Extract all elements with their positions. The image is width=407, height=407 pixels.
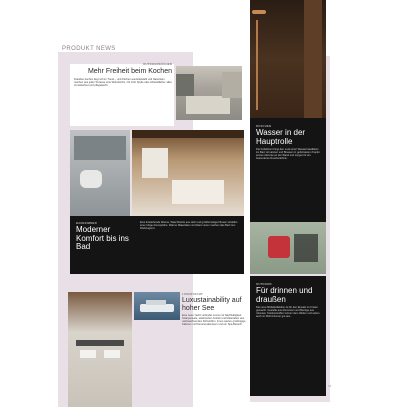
yacht-exterior-photo <box>134 292 180 320</box>
outdoor-kicker: OUTDOOR <box>256 282 272 286</box>
bath-title: Moderner Komfort bis ins Bad <box>76 225 129 251</box>
kitchen-title: Mehr Freiheit beim Kochen <box>87 68 172 75</box>
bath-kicker: BADEZIMMER <box>76 221 97 225</box>
yacht-title: Luxustainability auf hoher See <box>182 297 242 312</box>
outdoor-body: Die neue Möbelkollektion ist für den Einsatz im Freien gemacht. Gestelle aus Aluminium und Bezüge aus robusten Outdoorstoffen trotzen dem Wetter und sehen auch im Wohnzimmer gut aus. <box>256 306 320 319</box>
page-number: 51 <box>328 384 332 388</box>
yacht-interior-photo <box>68 292 132 407</box>
article-shower <box>250 118 326 222</box>
section-header: PRODUKT NEWS <box>62 46 116 52</box>
bath-body: Eine freistehende Wanne, Waschtische aus Holz und großformatige Fliesen schaffen eine ruhige Atmosphäre. Warme Materialien und klare Linien machen das Bad zum Rückzugsort. <box>140 221 238 231</box>
article-outdoor <box>250 276 326 396</box>
article-kitchen <box>70 64 174 126</box>
shower-photo <box>250 0 326 118</box>
outdoor-title: Für drinnen und draußen <box>256 286 313 304</box>
kitchen-kicker: OUTDOORKÜCHEN <box>143 62 172 66</box>
kitchen-body: Draußen kochen liegt voll im Trend – und Küchen aus Edelstahl und Naturstein machen aus jeder Terrasse eine Wohnküche. Ob Grill, Spüle oder Arbeitsfläche: alles ist wetterfest und pflegeleicht. <box>74 78 172 88</box>
bath-photo-right <box>132 130 244 216</box>
yacht-kicker: LUXUSYACHT <box>182 292 203 296</box>
bath-photo-left <box>70 130 130 216</box>
article-bath <box>70 216 244 274</box>
magazine-page <box>58 0 334 407</box>
yacht-body: Eine neue Yacht verbindet Luxus mit Nachhaltigkeit: Solarpaneele, elektrischer Antrieb und Materialien aus nachwachsenden Rohstoffen. Innen warten großzügige Kabinen mit Panoramafenstern und ein Spa-Bereich. <box>182 314 246 327</box>
shower-kicker: DUSCHEN <box>256 124 272 128</box>
shower-body: Die Kollektion bringt den Look einer Wasserinstallation ins Bad. Armaturen und Brausen in gebürstetem Kupfer setzen Akzente an der Wand und sorgen für ein besonderes Duscherlebnis. <box>256 148 320 161</box>
article-yacht <box>182 292 248 382</box>
shower-title: Wasser in der Hauptrolle <box>256 128 306 146</box>
outdoor-photo <box>250 222 326 274</box>
kitchen-photo <box>176 66 242 120</box>
